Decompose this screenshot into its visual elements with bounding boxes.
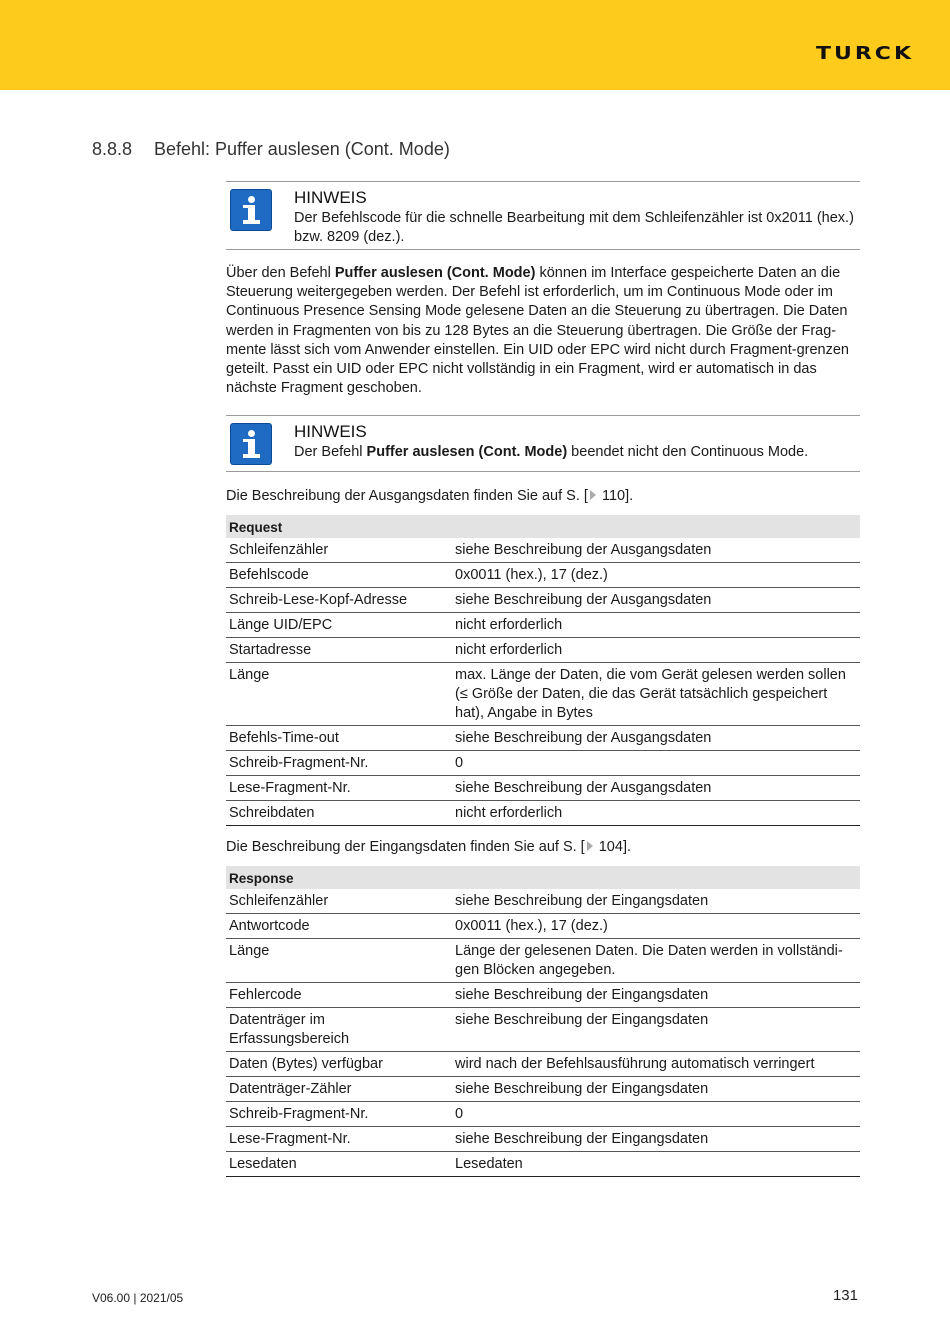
response-table bbox=[226, 866, 860, 1177]
value-cell: siehe Beschreibung der Eingangsdaten bbox=[452, 1127, 860, 1152]
request-table bbox=[226, 515, 860, 826]
note-box-1 bbox=[226, 181, 860, 250]
value-cell: 0x0011 (hex.), 17 (dez.) bbox=[452, 563, 860, 588]
note-title: HINWEIS bbox=[294, 422, 367, 441]
parameter-cell: Schreibdaten bbox=[226, 801, 452, 826]
parameter-cell: Lesedaten bbox=[226, 1152, 452, 1177]
value-cell: siehe Beschreibung der Ausgangsdaten bbox=[452, 726, 860, 751]
page-link-arrow-icon[interactable] bbox=[590, 490, 596, 500]
parameter-cell: Schreib-Lese-Kopf-Adresse bbox=[226, 588, 452, 613]
table-row bbox=[226, 538, 860, 563]
parameter-cell: Länge UID/EPC bbox=[226, 613, 452, 638]
page-link[interactable]: 110]. bbox=[597, 488, 634, 504]
table-row bbox=[226, 1052, 860, 1077]
parameter-cell: Antwortcode bbox=[226, 914, 452, 939]
value-cell: siehe Beschreibung der Ausgangsdaten bbox=[452, 588, 860, 613]
value-cell: nicht erforderlich bbox=[452, 801, 860, 826]
parameter-cell: Länge bbox=[226, 663, 452, 726]
intro-command-name: Puffer auslesen (Cont. Mode) bbox=[334, 265, 536, 281]
parameter-cell: Befehlscode bbox=[226, 563, 452, 588]
parameter-cell: Fehlercode bbox=[226, 983, 452, 1008]
parameter-cell: Schreib-Fragment-Nr. bbox=[226, 1102, 452, 1127]
table-row bbox=[226, 613, 860, 638]
intro-text-1: Über den Befehl bbox=[226, 265, 335, 281]
table-row bbox=[226, 776, 860, 801]
value-cell: 0 bbox=[452, 1102, 860, 1127]
header-bar bbox=[0, 0, 950, 90]
value-cell: Lesedaten bbox=[452, 1152, 860, 1177]
value-cell: 0x0011 (hex.), 17 (dez.) bbox=[452, 914, 860, 939]
table-row bbox=[226, 663, 860, 726]
table-row bbox=[226, 889, 860, 914]
table-row bbox=[226, 1102, 860, 1127]
parameter-cell: Schleifenzähler bbox=[226, 538, 452, 563]
table-row bbox=[226, 638, 860, 663]
table-row bbox=[226, 588, 860, 613]
parameter-cell: Daten (Bytes) verfügbar bbox=[226, 1052, 452, 1077]
value-cell: 0 bbox=[452, 751, 860, 776]
table-row bbox=[226, 1077, 860, 1102]
table-header: Response bbox=[226, 866, 860, 889]
intro-paragraph bbox=[226, 264, 860, 398]
page-number: 131 bbox=[832, 1287, 858, 1304]
value-cell: siehe Beschreibung der Eingangsdaten bbox=[452, 1077, 860, 1102]
table-row bbox=[226, 939, 860, 983]
response-reference: Die Beschreibung der Eingangsdaten finden Sie auf S. [ 104]. bbox=[226, 839, 631, 855]
note-box-2 bbox=[226, 415, 860, 472]
value-cell: siehe Beschreibung der Eingangsdaten bbox=[452, 1008, 860, 1052]
value-cell: siehe Beschreibung der Ausgangsdaten bbox=[452, 538, 860, 563]
table-row bbox=[226, 1152, 860, 1177]
table-row bbox=[226, 1127, 860, 1152]
note-text: Der Befehlscode für die schnelle Bearbeitung mit dem Schleifenzähler ist 0x2011 (hex.) bzw. 8209 (dez.). bbox=[294, 210, 854, 245]
note-title: HINWEIS bbox=[294, 188, 367, 207]
table-row bbox=[226, 1008, 860, 1052]
parameter-cell: Datenträger im Erfassungsbereich bbox=[226, 1008, 452, 1052]
parameter-cell: Schleifenzähler bbox=[226, 889, 452, 914]
value-cell: siehe Beschreibung der Eingangsdaten bbox=[452, 983, 860, 1008]
value-cell: Länge der gelesenen Daten. Die Daten werden in vollständi-gen Blöcken angegeben. bbox=[452, 939, 860, 983]
section-title-text: Befehl: Puffer auslesen (Cont. Mode) bbox=[154, 139, 450, 159]
table-header: Request bbox=[226, 515, 860, 538]
value-cell: siehe Beschreibung der Eingangsdaten bbox=[452, 889, 860, 914]
value-cell: siehe Beschreibung der Ausgangsdaten bbox=[452, 776, 860, 801]
section-number: 8.8.8 bbox=[92, 139, 133, 159]
parameter-cell: Lese-Fragment-Nr. bbox=[226, 1127, 452, 1152]
turck-logo: TURCK bbox=[815, 44, 914, 64]
parameter-cell: Befehls-Time-out bbox=[226, 726, 452, 751]
note-text: Der Befehl Puffer auslesen (Cont. Mode) beendet nicht den Continuous Mode. bbox=[294, 444, 809, 460]
table-row bbox=[226, 751, 860, 776]
parameter-cell: Lese-Fragment-Nr. bbox=[226, 776, 452, 801]
table-row bbox=[226, 726, 860, 751]
info-icon bbox=[230, 189, 272, 231]
value-cell: nicht erforderlich bbox=[452, 613, 860, 638]
info-icon bbox=[230, 423, 272, 465]
page-link[interactable]: 104]. bbox=[594, 839, 631, 855]
parameter-cell: Startadresse bbox=[226, 638, 452, 663]
intro-text-2: können im Interface gespeicherte Daten an die Steuerung weitergegeben werden. Der Befehl ist erforderlich, um im Continuous Mode oder im Continuous Presence Sensing Mode gelesene Daten an die Steuerung zu übertragen. Die Daten werden in Fragmenten von bis zu 128 Bytes an die Steuerung übertragen. Die Größe der Frag-mente lässt sich vom Anwender einstellen. Ein UID oder EPC wird nicht durch Fragment-grenzen geteilt. Passt ein UID oder EPC nicht vollständig in ein Fragment, wird er automatisch in das nächste Fragment geschoben. bbox=[226, 265, 849, 397]
table-row bbox=[226, 983, 860, 1008]
parameter-cell: Datenträger-Zähler bbox=[226, 1077, 452, 1102]
value-cell: wird nach der Befehlsausführung automatisch verringert bbox=[452, 1052, 860, 1077]
footer-version: V06.00 | 2021/05 bbox=[92, 1291, 184, 1305]
value-cell: nicht erforderlich bbox=[452, 638, 860, 663]
parameter-cell: Länge bbox=[226, 939, 452, 983]
table-row bbox=[226, 914, 860, 939]
request-reference: Die Beschreibung der Ausgangsdaten finden Sie auf S. [ 110]. bbox=[226, 488, 634, 504]
table-row bbox=[226, 801, 860, 826]
page-link-arrow-icon[interactable] bbox=[587, 841, 593, 851]
table-row bbox=[226, 563, 860, 588]
parameter-cell: Schreib-Fragment-Nr. bbox=[226, 751, 452, 776]
section-title bbox=[92, 139, 450, 160]
value-cell: max. Länge der Daten, die vom Gerät gelesen werden sollen (≤ Größe der Daten, die das Gerät tatsächlich gespeichert hat), Angabe in Bytes bbox=[452, 663, 860, 726]
